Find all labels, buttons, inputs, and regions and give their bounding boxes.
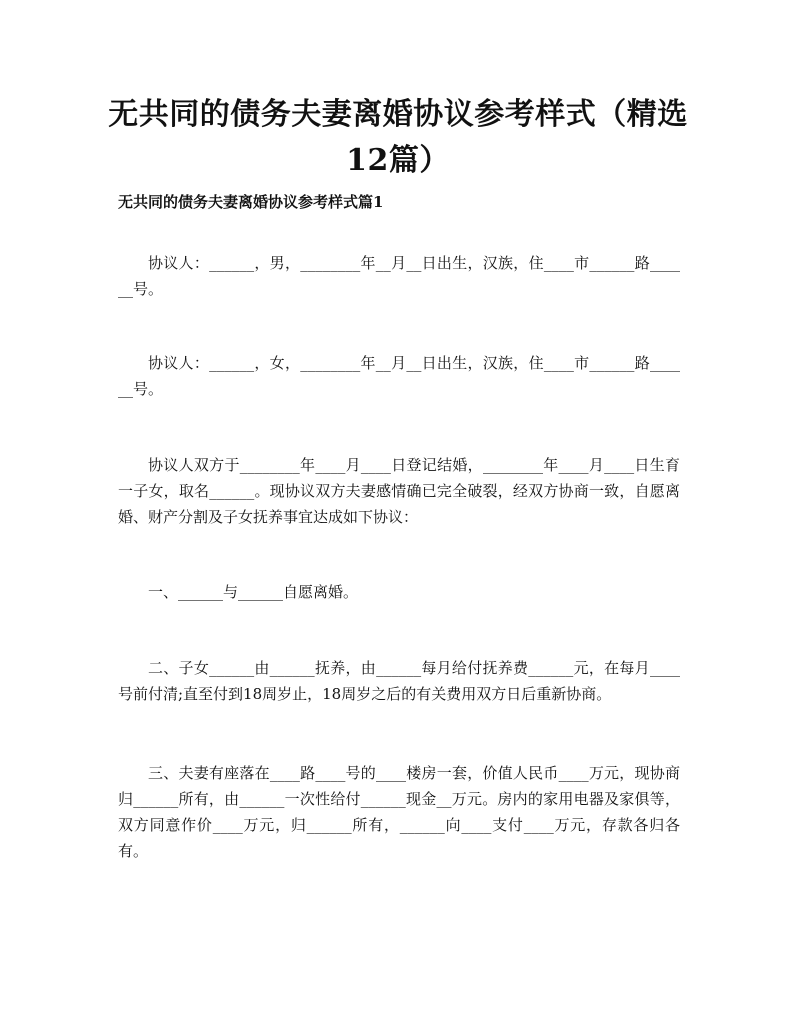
paragraph-party-male: 协议人：______，男，________年__月__日出生，汉族，住____市______路______号。 — [118, 254, 680, 298]
document-title: 无共同的债务夫妻离婚协议参考样式（精选12篇） — [108, 97, 688, 178]
paragraph-marriage-background: 协议人双方于________年____月____日登记结婚，________年____月____日生育一子女，取名______。现协议双方夫妻感情确已完全破裂，经双方协商一致，自愿离婚、财产分割及子女抚养事宜达成如下协议： — [118, 456, 680, 526]
paragraph-clause-2: 二、子女______由______抚养，由______每月给付抚养费______元，在每月____号前付清;直至付到18周岁止，18周岁之后的有关费用双方日后重新协商。 — [118, 659, 680, 703]
paragraph-clause-1: 一、______与______自愿离婚。 — [148, 583, 359, 601]
paragraph-clause-3: 三、夫妻有座落在____路____号的____楼房一套，价值人民币____万元，现协商归______所有，由______一次性给付______现金__万元。房内的家用电器及家俱等，双方同意作价____万元，归______所有，______向____支付____万元，存款各归各有。 — [118, 764, 680, 860]
section-heading: 无共同的债务夫妻离婚协议参考样式篇1 — [118, 193, 384, 211]
paragraph-party-female: 协议人：______，女，________年__月__日出生，汉族，住____市______路______号。 — [118, 354, 680, 398]
